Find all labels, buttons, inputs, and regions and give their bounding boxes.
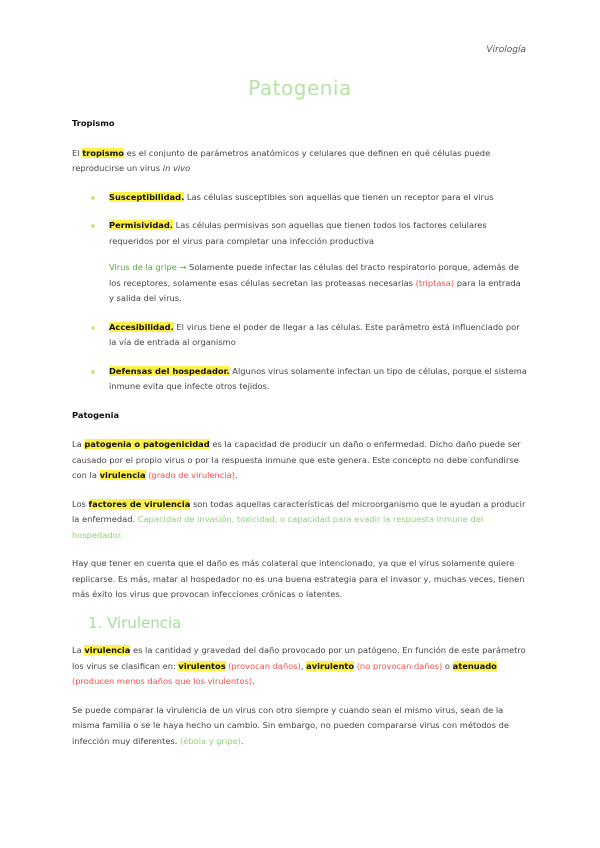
document-body	[72, 116, 528, 762]
section-heading-patogenia: Patogenia	[72, 409, 120, 420]
page-title: Patogenia	[248, 76, 352, 100]
list-item: Accesibilidad. El virus tiene el poder de llegar a las células. Este parámetro está influenciado por la vía de entrada al organismo	[72, 320, 528, 351]
patogenia-p3: Hay que tener en cuenta que el daño es más colateral que intencionado, ya que el virus solamente quiere replicarse. Es más, matar al hospedador no es una buena estrategia para el invasor y, muchas veces, tienen más éxito los virus que provocan infecciones crónicas o latentes.	[72, 558, 525, 599]
header-subject: Virología	[486, 45, 526, 55]
gripe-example: Virus de la gripe → Solamente puede infectar las células del tracto respiratorio porque, además de los receptores, solamente esas células secretan las proteasas necesarias (triptasa) para la entrada y salida del virus.	[109, 262, 521, 303]
tropismo-list	[72, 190, 528, 250]
virulencia-p1: La virulencia es la cantidad y gravedad del daño provocado por un patógeno. En función de este parámetro los virus se clasifican en: virulentos (provocan daños), avirulento (no provocan daños) o atenuado (producen menos daños que los virulentos).	[72, 645, 526, 686]
list-item: Susceptibilidad. Las células susceptibles son aquellas que tienen un receptor para el virus	[72, 190, 528, 206]
tropismo-list-cont	[72, 320, 528, 395]
list-item: Defensas del hospedador. Algunos virus solamente infectan un tipo de células, porque el sistema inmune evita que infecte otros tejidos.	[72, 364, 528, 395]
tropismo-intro: El tropismo es el conjunto de parámetros anatómicos y celulares que definen en qué células puede reproducirse un virus in vivo	[72, 147, 491, 173]
patogenia-p1: La patogenia o patogenicidad es la capacidad de producir un daño o enfermedad. Dicho daño puede ser causado por el propio virus o por la respuesta inmune que este genera. Este concepto no debe confundirse con la virulencia (grado de virulencia).	[72, 439, 521, 480]
virulencia-p2: Se puede comparar la virulencia de un virus con otro siempre y cuando sean el mismo virus, sean de la misma familia o se le haya hecho un cambio. Sin embargo, no pueden compararse virus con métodos de infección muy diferentes. (ébola y gripe).	[72, 704, 509, 746]
patogenia-p2: Los factores de virulencia son todas aquellas características del microorganismo que le ayudan a producir la enfermedad. Capacidad de invasión, toxicidad, o capacidad para evadir la respuesta inmune del hospedador.	[72, 498, 526, 540]
section-heading-tropismo: Tropismo	[72, 118, 115, 128]
term-highlight: tropismo	[82, 147, 125, 158]
list-item: Permisividad. Las células permisivas son aquellas que tienen todos los factores celulares requeridos por el virus para completar una infección productiva	[72, 218, 528, 249]
section-heading-virulencia: 1. Virulencia	[88, 613, 182, 632]
